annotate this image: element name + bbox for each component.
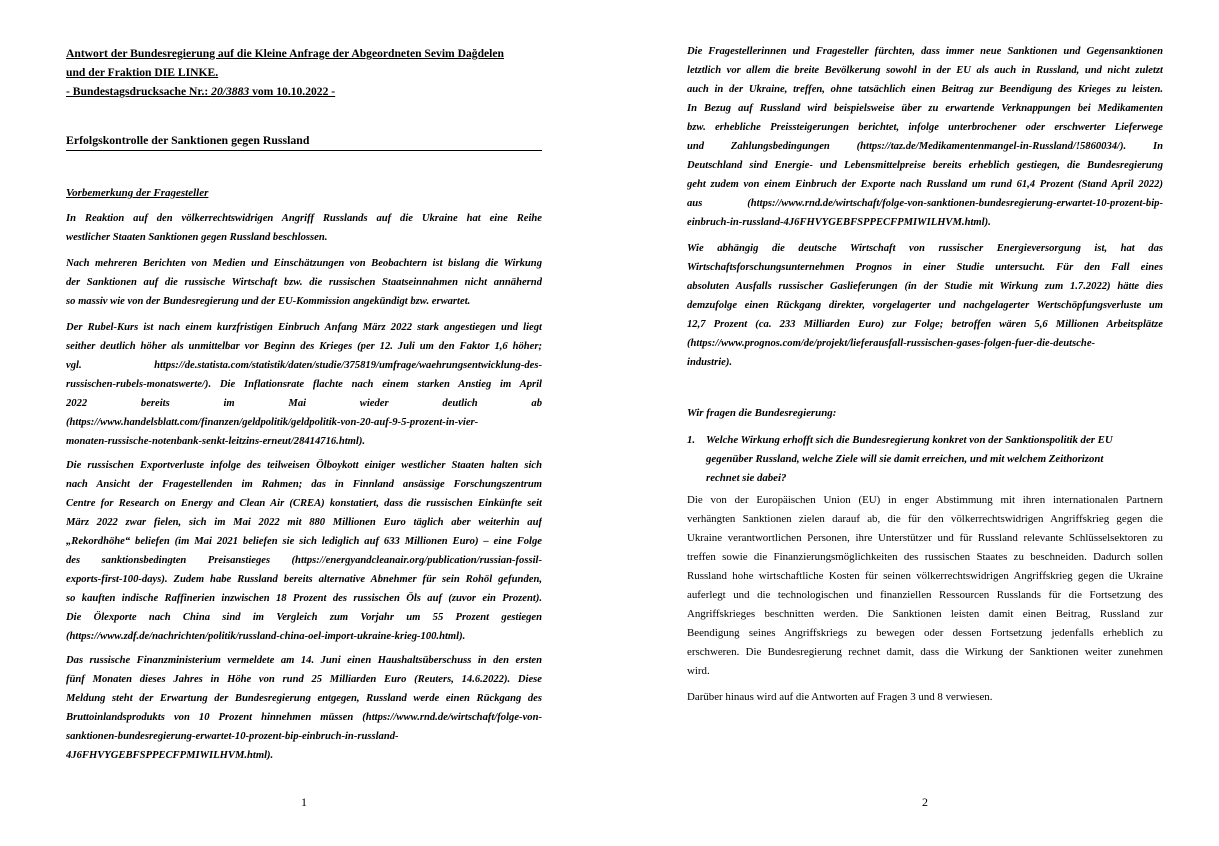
text-line: 4J6FHVYGEBFSPPECFPMIWILHVM.html). (66, 750, 274, 761)
text-line: Wie abhängig die deutsche Wirtschaft von russischer Energieversorgung ist, hat das (687, 243, 1163, 254)
question-number: 1. (687, 434, 696, 446)
answer-paragraph-1 (687, 491, 1163, 681)
text-line: des sanktionsbedingten Preisanstieges (https://energyandcleanair.org/publication/russian-fossil- (66, 555, 542, 566)
text-line: sanktionen-bundesregierung-erwartet-10-prozent-bip-einbruch-in-russland- (66, 731, 399, 742)
text-line: Beendigung seines Angriffskriegs zu bewegen oder dessen Fortsetzung jedenfalls erheblich zu (687, 627, 1163, 639)
paragraph-right-2 (687, 239, 1163, 372)
text-line: Wirtschaftsforschungsunternehmen Prognos in einer Studie untersucht. Für den Fall eines (687, 262, 1163, 273)
text-line: Deutschland sind Energie- und Lebensmittelpreise bereits erheblich gestiegen, die Bundesregierung (687, 160, 1163, 171)
header-suffix: vom 10.10.2022 - (249, 85, 336, 98)
text-line: Meldung steht der Erwartung der Bundesregierung entgegen, Russland werde einen Rückgang des (66, 693, 542, 704)
page-2 (687, 0, 1163, 846)
drucksache-number: 20/3883 (211, 85, 250, 98)
header-line-1: Antwort der Bundesregierung auf die Kleine Anfrage der Abgeordneten Sevim Dağdelen (66, 47, 504, 60)
text-line: absoluten Ausfalls russischer Gaslieferungen (in der Studie mit Wirkung zum 1.7.2022) hätte dies (687, 281, 1163, 292)
text-line: 12,7 Prozent (ca. 233 Milliarden Euro) zur Folge; betroffen wären 5,6 Millionen Arbeitsplätze (687, 319, 1163, 330)
question-text (706, 431, 1146, 488)
paragraph-left-5 (66, 651, 542, 765)
text-line: treffen sowie die Finanzierungsmöglichkeiten des russischen Staates zu beschneiden. Dadurch sollen (687, 551, 1163, 563)
text-line: Der Rubel-Kurs ist nach einem kurzfristigen Einbruch Anfang März 2022 stark angestiegen und liegt (66, 322, 542, 333)
text-line: und Zahlungsbedingungen (https://taz.de/Medikamentenmangel-in-Russland/!5860034/). In (687, 141, 1163, 152)
text-line: März 2022 zwar fielen, sich im Mai 2022 mit 880 Millionen Euro täglich aber weiterhin auf (66, 517, 542, 528)
paragraph-right-1 (687, 42, 1163, 232)
text-line: seither deutlich höher als unmittelbar vor Beginn des Krieges (per 12. Juli um den Faktor 1,6 höher; (66, 341, 542, 352)
text-line: nach Ansicht der Fragestellenden im Rahmen; das in Finnland ansässige Forschungszentrum (66, 479, 542, 490)
text-line: bzw. erhebliche Preissteigerungen berichtet, infolge unterbrochener oder erschwerter Lieferwege (687, 122, 1163, 133)
text-line: 2022 bereits im Mai wieder deutlich ab (66, 398, 542, 409)
text-line: so massiv wie von der Bundesregierung und der EU-Kommission angekündigt bzw. erwartet. (66, 296, 471, 307)
text-line: westlicher Staaten Sanktionen gegen Russland beschlossen. (66, 232, 328, 243)
paragraph-left-3 (66, 318, 542, 451)
text-line: aus (https://www.rnd.de/wirtschaft/folge-von-sanktionen-bundesregierung-erwartet-10-prozent-bip- (687, 198, 1163, 209)
text-line: Ukraine verantwortlichen Personen, ihre Unterstützer und für Russland relevante Schlüsselsektoren zu (687, 532, 1163, 544)
text-line: In Reaktion auf den völkerrechtswidrigen Angriff Russlands auf die Ukraine hat eine Reihe (66, 213, 542, 224)
text-line: industrie). (687, 357, 733, 368)
text-line: Russland hohe wirtschaftliche Kosten für seinen völkerrechtswidrigen Angriffskrieg gegen die Ukraine (687, 570, 1163, 582)
text-line: verhängten Sanktionen zielen darauf ab, die für den völkerrechtswidrigen Angriffskrieg gegen die (687, 513, 1163, 525)
text-line: einbruch-in-russland-4J6FHVYGEBFSPPECFPMIWILHVM.html). (687, 217, 991, 228)
page-number-1: 1 (301, 795, 307, 809)
text-line: In Bezug auf Russland wird beispielsweise über zu erwartende Verknappungen bei Medikamenten (687, 103, 1163, 114)
document-header (66, 44, 542, 101)
header-line-2: und der Fraktion DIE LINKE. (66, 66, 219, 79)
text-line: der Sanktionen auf die russische Wirtschaft bzw. die russischen Staatseinnahmen nicht annähernd (66, 277, 542, 288)
text-line: Centre for Research on Energy and Clean Air (CREA) konstatiert, dass die russischen Einkünfte seit (66, 498, 542, 509)
text-line: Die russischen Exportverluste infolge des teilweisen Ölboykott einiger westlicher Staaten halten sich (66, 460, 542, 471)
text-line: vgl. https://de.statista.com/statistik/daten/studie/375819/umfrage/waehrungsentwicklung-des- (66, 360, 542, 371)
text-line: auferlegt und die technologischen und finanziellen Ressourcen Russlands für die Fortsetzung des (687, 589, 1163, 601)
text-line: exports-first-100-days). Zudem habe Russland bereits alternative Abnehmer für sein Rohöl gefunden, (66, 574, 542, 585)
text-line: Das russische Finanzministerium vermeldete am 14. Juni einen Haushaltsüberschuss in den ersten (66, 655, 542, 666)
text-line: (https://www.handelsblatt.com/finanzen/geldpolitik/geldpolitik-von-20-auf-9-5-prozent-in-vier- (66, 417, 479, 428)
header-prefix: - Bundestagsdrucksache Nr.: (66, 85, 212, 98)
header-line-3 (66, 82, 542, 101)
text-line: geht zudem von einem Einbruch der Exporte nach Russland um rund 61,4 Prozent (Stand April 2022) (687, 179, 1163, 190)
text-line: erschweren. Die Bundesregierung rechnet damit, dass die Wirkung der Sanktionen weiter zunehmen (687, 646, 1163, 658)
text-line: russischen-rubels-monatswerte/). Die Inflationsrate flachte nach einem starken Anstieg im April (66, 379, 542, 390)
text-line: Bruttoinlandsprodukts von 10 Prozent hinnehmen müssen (https://www.rnd.de/wirtschaft/folge-von- (66, 712, 542, 723)
text-line: (https://www.prognos.com/de/projekt/lieferausfall-russischen-gases-folgen-fuer-die-deutsche- (687, 338, 1096, 349)
text-line: (https://www.zdf.de/nachrichten/politik/russland-china-oel-import-ukraine-krieg-100.html). (66, 631, 466, 642)
paragraph-left-4 (66, 456, 542, 646)
text-line: Die Ölexporte nach China sind im Vergleich zum Vorjahr um 55 Prozent gestiegen (66, 612, 542, 623)
text-line: auch in der Ukraine, treffen, ohne tatsächlich einen Beitrag zur Beendigung des Krieges zu leisten. (687, 84, 1163, 95)
text-line: so kauften indische Raffinerien inzwischen 18 Prozent des russischen Öls auf (zuvor ein Prozent). (66, 593, 542, 604)
answer-paragraph-2 (687, 688, 1163, 707)
questions-heading: Wir fragen die Bundesregierung: (687, 407, 837, 419)
text-line: Nach mehreren Berichten von Medien und Einschätzungen von Beobachtern ist bislang die Wirkung (66, 258, 542, 269)
text-line: monaten-russische-notenbank-senkt-leitzins-erneut/28414716.html). (66, 436, 366, 447)
text-line: demzufolge einen Rückgang direkter, vorgelagerter und nachgelagerter Wertschöpfungsverluste um (687, 300, 1163, 311)
text-line: Angriffskrieges beschnitten werden. Die Sanktionen leisten damit einen Beitrag, Russland zur (687, 608, 1163, 620)
paragraph-left-1 (66, 209, 542, 247)
text-line: rechnet sie dabei? (706, 472, 787, 484)
text-line: Die von der Europäischen Union (EU) in enger Abstimmung mit ihren internationalen Partnern (687, 494, 1163, 506)
page-number-2: 2 (922, 795, 928, 809)
text-line: gegenüber Russland, welche Ziele will sie damit erreichen, und mit welchem Zeithorizont (706, 453, 1104, 465)
text-line: Die Fragestellerinnen und Fragesteller fürchten, dass immer neue Sanktionen und Gegensanktionen (687, 46, 1163, 57)
page-1 (66, 0, 542, 846)
document-title: Erfolgskontrolle der Sanktionen gegen Russland (66, 131, 542, 151)
prelim-heading: Vorbemerkung der Fragesteller (66, 187, 209, 199)
text-line: fünf Monaten dieses Jahres in Höhe von rund 25 Milliarden Euro (Reuters, 14.6.2022). Diese (66, 674, 542, 685)
text-line: Darüber hinaus wird auf die Antworten auf Fragen 3 und 8 verwiesen. (687, 691, 993, 703)
text-line: „Rekordhöhe“ beliefen (im Mai 2021 beliefen sie sich lediglich auf 633 Millionen Euro) – eine Folge (66, 536, 542, 547)
text-line: Welche Wirkung erhofft sich die Bundesregierung konkret von der Sanktionspolitik der EU (706, 434, 1113, 446)
text-line: wird. (687, 665, 710, 677)
paragraph-left-2 (66, 254, 542, 311)
text-line: letztlich vor allem die breite Bevölkerung sowohl in der EU als auch in Russland, und nicht zuletzt (687, 65, 1163, 76)
